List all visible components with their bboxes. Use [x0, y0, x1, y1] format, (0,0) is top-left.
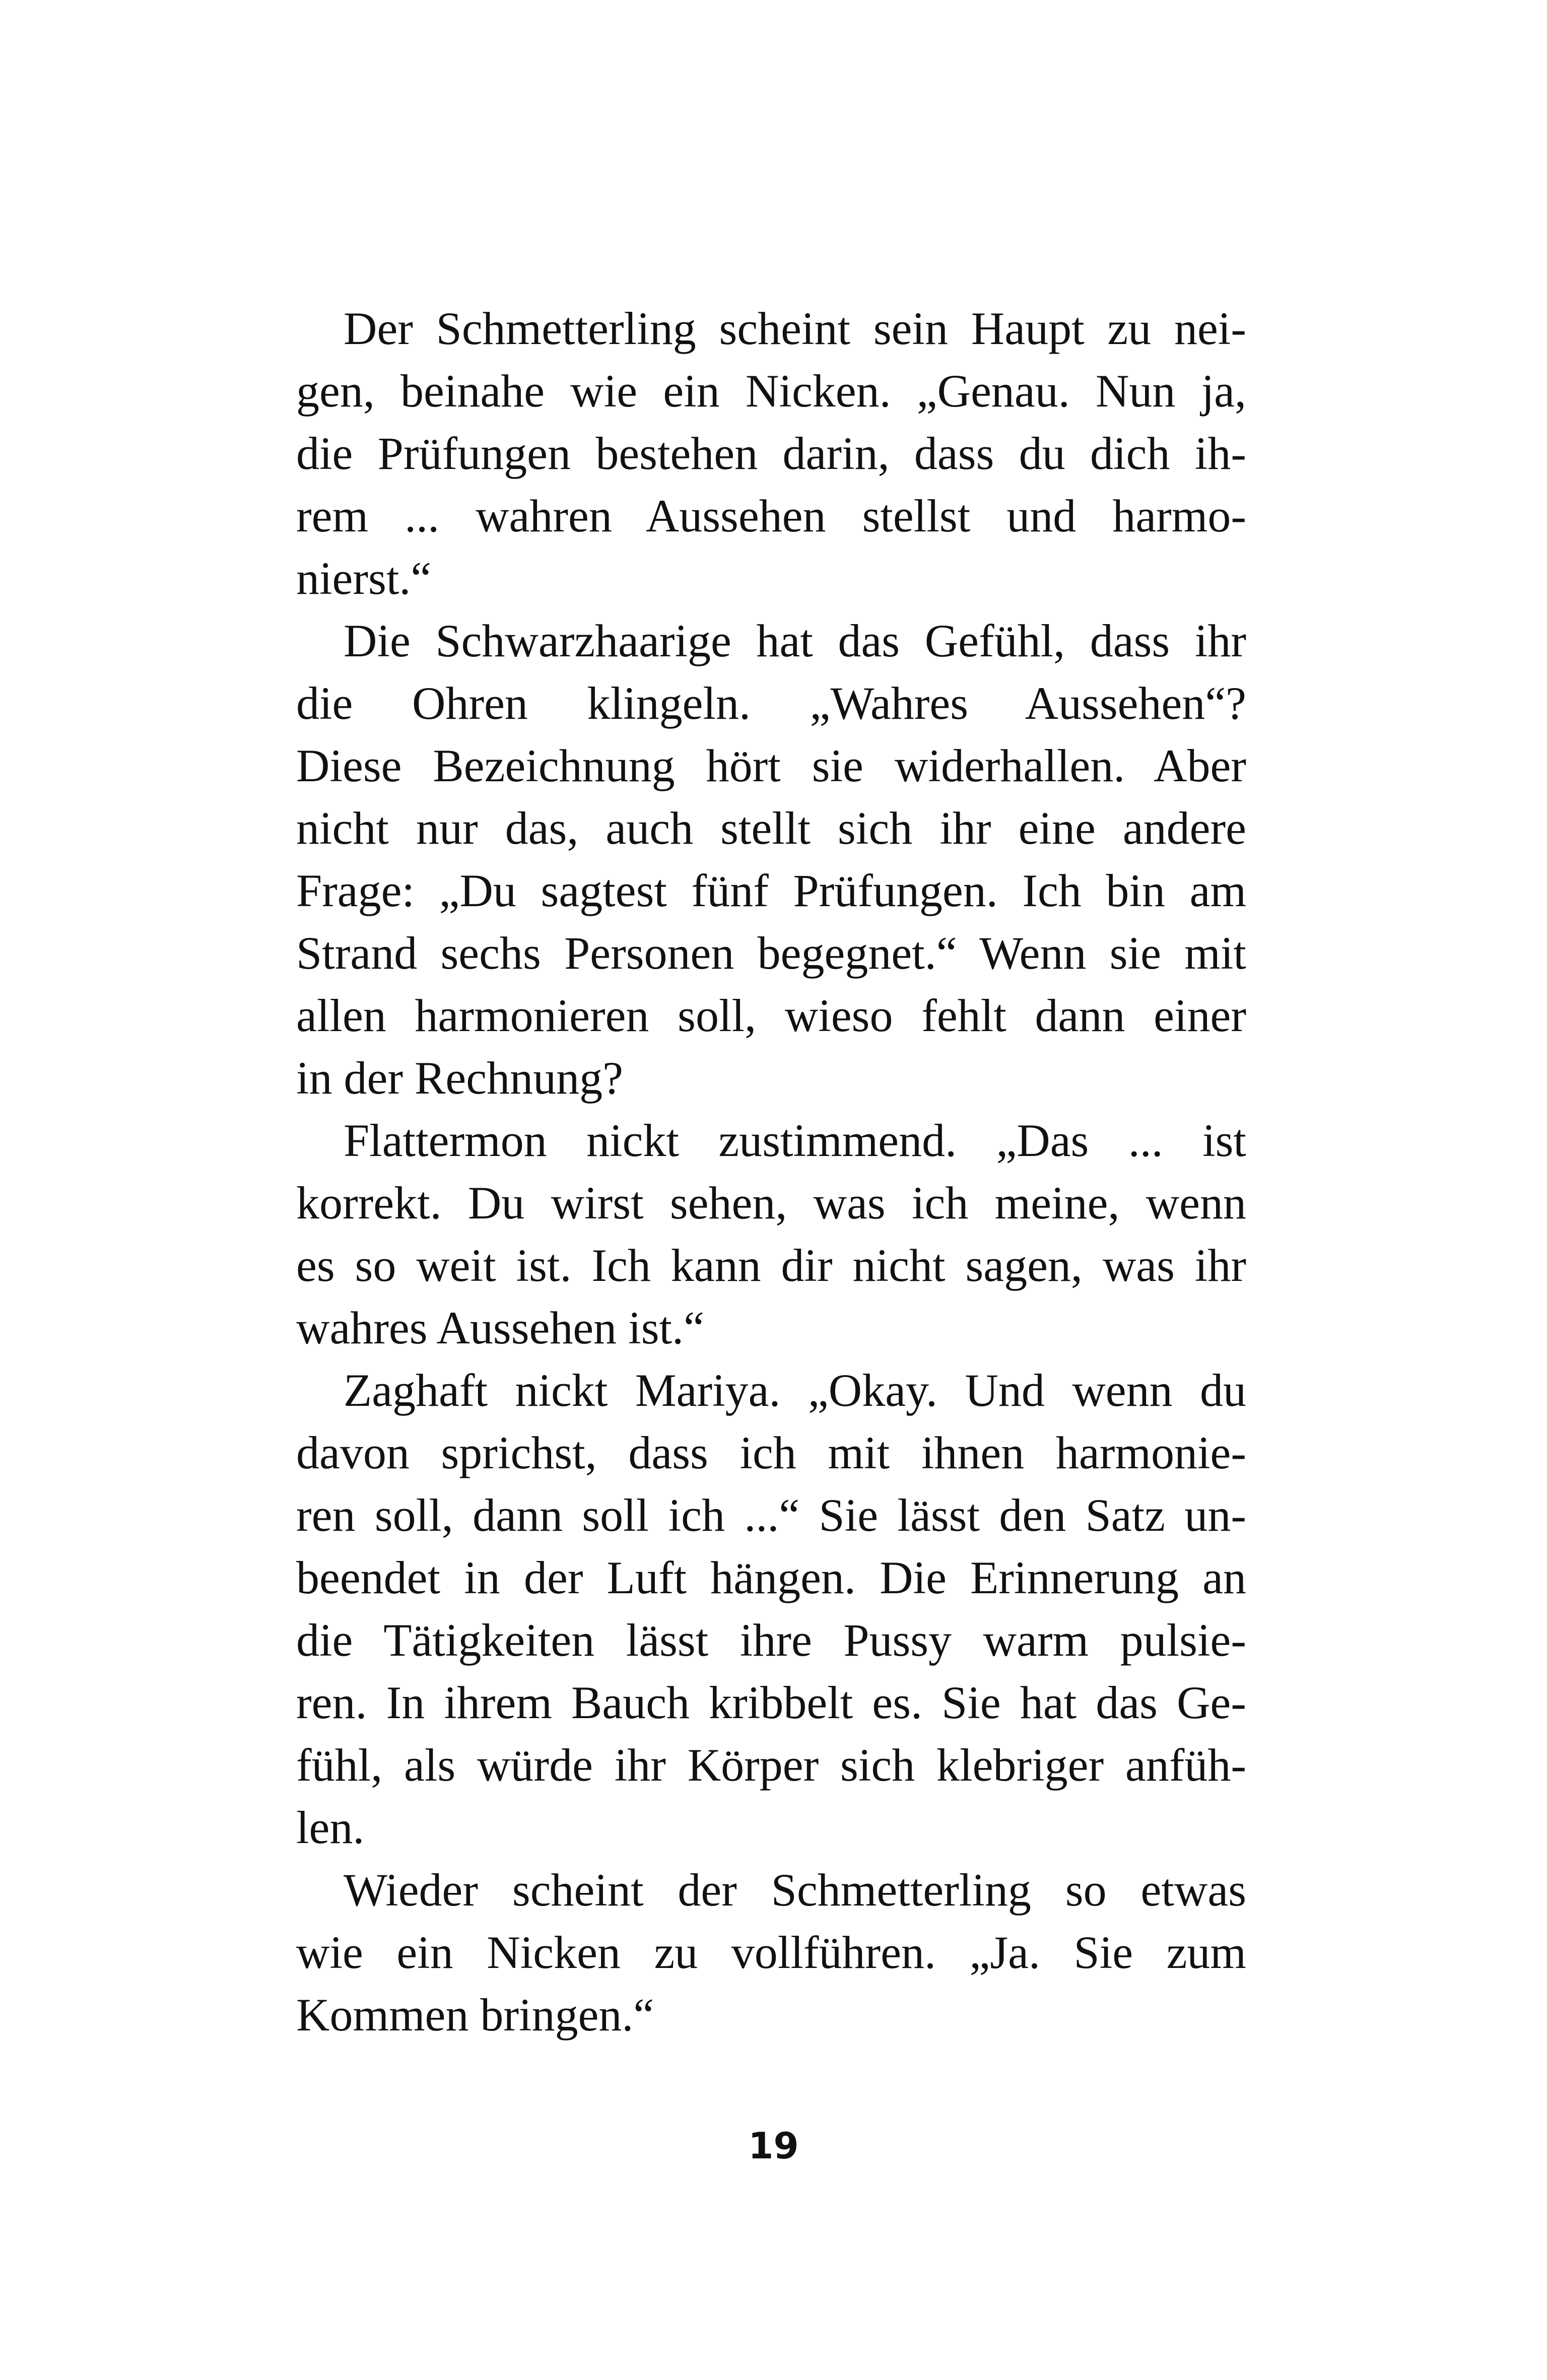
text-line: ren. In ihrem Bauch kribbelt es. Sie hat das Ge-	[296, 1677, 1246, 1728]
text-line: wie ein Nicken zu vollführen. „Ja. Sie zum	[296, 1927, 1246, 1978]
body-text	[296, 297, 1246, 2046]
text-line: in der Rechnung?	[296, 1052, 623, 1104]
text-line: rem ... wahren Aussehen stellst und harmo-	[296, 490, 1246, 541]
paragraph	[296, 1859, 1246, 2046]
text-line: Frage: „Du sagtest fünf Prüfungen. Ich bin am	[296, 865, 1246, 916]
paragraph	[296, 1359, 1246, 1859]
paragraph	[296, 1109, 1246, 1359]
text-line: allen harmonieren soll, wieso fehlt dann einer	[296, 990, 1246, 1041]
text-line: Wieder scheint der Schmetterling so etwas	[344, 1864, 1246, 1916]
text-line: beendet in der Luft hängen. Die Erinnerung an	[296, 1552, 1246, 1603]
text-line: wahres Aussehen ist.“	[296, 1302, 704, 1353]
text-line: nierst.“	[296, 553, 432, 604]
text-line: Die Schwarzhaarige hat das Gefühl, dass ihr	[344, 615, 1246, 666]
text-line: Strand sechs Personen begegnet.“ Wenn sie mit	[296, 927, 1246, 979]
page-number: 19	[748, 2125, 799, 2167]
text-line: die Prüfungen bestehen darin, dass du dich ih-	[296, 428, 1246, 479]
paragraph	[296, 609, 1246, 1109]
text-line: davon sprichst, dass ich mit ihnen harmonie-	[296, 1427, 1246, 1478]
text-line: Diese Bezeichnung hört sie widerhallen. Aber	[296, 740, 1246, 791]
text-line: gen, beinahe wie ein Nicken. „Genau. Nun ja,	[296, 365, 1246, 417]
text-line: die Tätigkeiten lässt ihre Pussy warm pulsie-	[296, 1614, 1246, 1666]
text-line: korrekt. Du wirst sehen, was ich meine, wenn	[296, 1177, 1246, 1229]
text-line: fühl, als würde ihr Körper sich klebriger anfüh-	[296, 1739, 1246, 1791]
text-line: ren soll, dann soll ich ...“ Sie lässt den Satz un-	[296, 1489, 1246, 1541]
text-line: es so weit ist. Ich kann dir nicht sagen, was ihr	[296, 1240, 1246, 1291]
text-line: Der Schmetterling scheint sein Haupt zu nei-	[344, 303, 1246, 354]
paragraph	[296, 297, 1246, 609]
text-line: Zaghaft nickt Mariya. „Okay. Und wenn du	[344, 1365, 1246, 1416]
text-line: nicht nur das, auch stellt sich ihr eine andere	[296, 802, 1246, 854]
text-line: Flattermon nickt zustimmend. „Das ... ist	[344, 1115, 1246, 1166]
text-line: Kommen bringen.“	[296, 1989, 654, 2041]
text-line: die Ohren klingeln. „Wahres Aussehen“?	[296, 677, 1246, 729]
text-line: len.	[296, 1802, 365, 1853]
